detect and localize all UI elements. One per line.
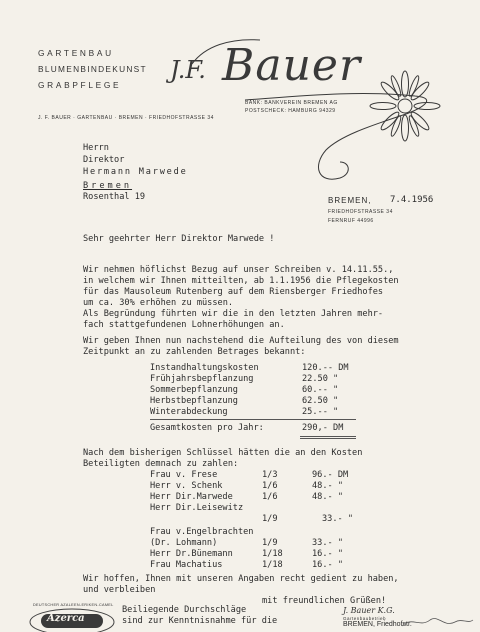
- cost-sum-rule: [150, 419, 356, 420]
- share-name: Herr Dr.Bünemann: [150, 549, 233, 559]
- letter-date: 7.4.1956: [390, 195, 434, 205]
- footer-line-2: sind zur Kenntnisnahme für die: [122, 616, 278, 626]
- share-fraction: 1/6: [262, 492, 278, 502]
- letterhead-line-grabpflege: GRABPFLEGE: [38, 80, 122, 90]
- cost-amount: 120.-- DM: [302, 363, 349, 373]
- logo-name: Bauer: [222, 40, 361, 91]
- para4-line-2: und verbleiben: [83, 585, 156, 595]
- share-fraction: 1/6: [262, 481, 278, 491]
- share-amount: 16.- ": [312, 549, 344, 559]
- cost-total-rule: [300, 436, 356, 437]
- cost-amount: 60.-- ": [302, 385, 339, 395]
- para4-line-1: Wir hoffen, Ihnen mit unseren Angaben recht gedient zu haben,: [83, 574, 399, 584]
- share-amount: 33.- ": [312, 538, 344, 548]
- para1-line-3: für das Mausoleum Rutenberg auf dem Riensberger Friedhofes: [83, 287, 384, 297]
- cost-label: Herbstbepflanzung: [150, 396, 238, 406]
- share-amount: 16.- ": [312, 560, 344, 570]
- salutation: Sehr geehrter Herr Direktor Marwede !: [83, 234, 275, 244]
- share-fraction: 1/9: [262, 538, 278, 548]
- cost-total-label: Gesamtkosten pro Jahr:: [150, 423, 264, 433]
- place-city: BREMEN,: [328, 196, 372, 205]
- share-amount: 48.- ": [312, 492, 344, 502]
- para1-line-5: Als Begründung führten wir die in den letzten Jahren mehr-: [83, 309, 384, 319]
- cost-label: Sommerbepflanzung: [150, 385, 238, 395]
- share-name: Frau Machatius: [150, 560, 223, 570]
- recipient-line-4: Bremen: [83, 181, 133, 191]
- share-fraction: 1/18: [262, 560, 283, 570]
- para1-line-1: Wir nehmen höflichst Bezug auf unser Schreiben v. 14.11.55.,: [83, 265, 394, 275]
- para2-line-1: Wir geben Ihnen nun nachstehend die Aufteilung des von diesem: [83, 336, 399, 346]
- share-amount: 96.- DM: [312, 470, 349, 480]
- sender-line: J. F. BAUER · GARTENBAU · BREMEN · FRIEDHOFSTRASSE 34: [38, 115, 214, 121]
- cost-label: Frühjahrsbepflanzung: [150, 374, 254, 384]
- cost-total-amount: 290,- DM: [302, 423, 344, 433]
- handwritten-signature: [400, 614, 475, 630]
- share-name: Herr Dir.Marwede: [150, 492, 233, 502]
- para1-line-2: in welchem wir Ihnen mitteilten, ab 1.1.1956 die Pflegekosten: [83, 276, 399, 286]
- signature-addr: BREMEN, Friedhofstr.: [343, 621, 412, 628]
- share-fraction: 1/9: [262, 514, 278, 524]
- para1-line-6: fach stattgefundenen Lohnerhöhungen an.: [83, 320, 285, 330]
- badge-name: Azerca: [47, 613, 85, 624]
- para3-line-2: Beteiligten demnach zu zahlen:: [83, 459, 239, 469]
- recipient-line-2: Direktor: [83, 155, 125, 165]
- share-name: Frau v.Engelbrachten: [150, 527, 254, 537]
- signature-dept: Gartenbaubetrieb: [343, 616, 387, 621]
- cost-amount: 62.50 ": [302, 396, 339, 406]
- cost-label: Winterabdeckung: [150, 407, 228, 417]
- cost-amount: 22.50 ": [302, 374, 339, 384]
- share-name: Frau v. Frese: [150, 470, 218, 480]
- share-fraction: 1/3: [262, 470, 278, 480]
- share-amount: 48.- ": [312, 481, 344, 491]
- footer-line-1: Beiliegende Durchschläge: [122, 605, 247, 615]
- cost-total-rule-double: [300, 438, 356, 439]
- logo-initials: J.F.: [170, 56, 206, 84]
- cost-label: Instandhaltungskosten: [150, 363, 259, 373]
- recipient-line-1: Herrn: [83, 143, 109, 153]
- recipient-line-3: Hermann Marwede: [83, 167, 188, 177]
- para1-line-4: um ca. 30% erhöhen zu müssen.: [83, 298, 234, 308]
- share-name: (Dr. Lohmann): [150, 538, 218, 548]
- share-amount: 33.- ": [322, 514, 354, 524]
- bank-line: BANK: BANKVEREIN BREMEN AG: [245, 100, 338, 106]
- badge-top-text: DEUTSCHER AZALEEN-ERIKEN-CAMEL: [33, 603, 114, 607]
- signature-name: J. Bauer K.G.: [343, 606, 395, 615]
- para2-line-2: Zeitpunkt an zu zahlenden Betrages bekannt:: [83, 347, 306, 357]
- para3-line-1: Nach dem bisherigen Schlüssel hätten die an den Kosten: [83, 448, 363, 458]
- cost-amount: 25.-- ": [302, 407, 339, 417]
- place-street: FRIEDHOFSTRASSE 34: [328, 209, 393, 215]
- share-name: Herr Dir.Leisewitz: [150, 503, 244, 513]
- share-fraction: 1/18: [262, 549, 283, 559]
- recipient-line-5: Rosenthal 19: [83, 192, 146, 202]
- letterhead-line-blumenbindekunst: BLUMENBINDEKUNST: [38, 64, 147, 74]
- closing: mit freundlichen Grüßen!: [262, 596, 387, 606]
- place-phone: FERNRUF 44996: [328, 218, 374, 224]
- postscheck-line: POSTSCHECK: HAMBURG 94329: [245, 108, 336, 114]
- letterhead-line-gartenbau: GARTENBAU: [38, 48, 114, 58]
- share-name: Herr v. Schenk: [150, 481, 223, 491]
